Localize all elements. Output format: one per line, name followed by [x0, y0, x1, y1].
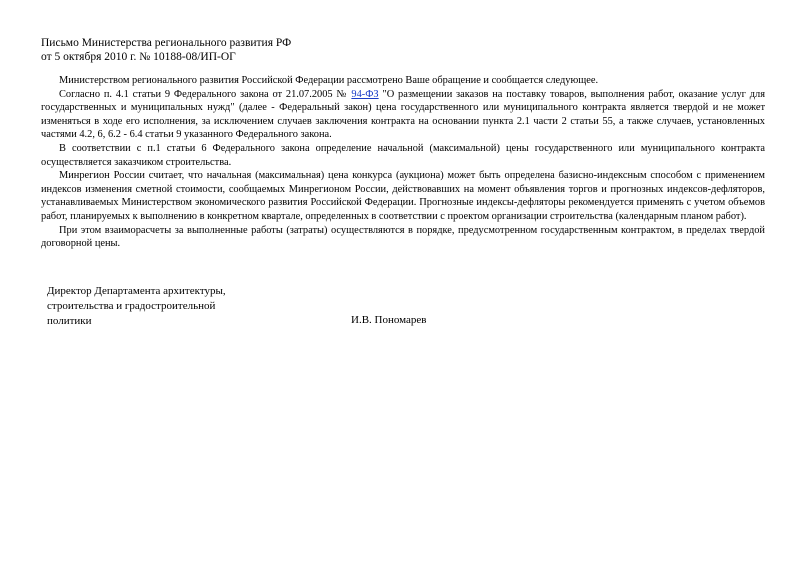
signatory-position-line-3: политики [47, 314, 92, 327]
signatory-name: И.В. Пономарев [351, 314, 427, 326]
signatory-position-line-2: строительства и градостроительной [47, 299, 216, 312]
paragraph-law-reference [41, 88, 765, 142]
signatory-position-line-1: Директор Департамента архитектуры, [47, 285, 226, 297]
document-title-line-2: от 5 октября 2010 г. № 10188-08/ИП-ОГ [41, 51, 236, 63]
letter-body [41, 74, 765, 251]
paragraph-law-reference-text-before: Согласно п. 4.1 статьи 9 Федерального закона от 21.07.2005 № [59, 88, 352, 100]
signatory-position [47, 284, 226, 328]
paragraph-law-reference-text-after: "О размещении заказов на поставку товаров, выполнения работ, оказание услуг для государственных и муниципальных нужд" (далее - Федеральный закон) цена государственного или муниципального контракта является твердой и не может изменяться в ходе его исполнения, за исключением случаев заключения контракта на основании пункта 2.1 части 2 статьи 55, а также случаев, установленных частями 4.2, 6, 6.2 - 6.4 статьи 9 указанного Федерального закона. [41, 88, 765, 141]
paragraph-settlements: При этом взаиморасчеты за выполненные работы (затраты) осуществляются в порядке, предусмотренном государственным контрактом, в пределах твердой договорной цены. [41, 224, 765, 250]
document-title [41, 36, 291, 64]
paragraph-price-determination: В соответствии с п.1 статьи 6 Федерального закона определение начальной (максимальной) цены государственного или муниципального контракта осуществляется заказчиком строительства. [41, 142, 765, 168]
document-title-line-1: Письмо Министерства регионального развития РФ [41, 37, 292, 49]
law-94-fz-link[interactable]: 94-ФЗ [351, 88, 379, 100]
paragraph-intro: Министерством регионального развития Российской Федерации рассмотрено Ваше обращение и сообщается следующее. [59, 75, 599, 86]
paragraph-ministry-opinion: Минрегион России считает, что начальная (максимальная) цена конкурса (аукциона) может быть определена базисно-индексным способом с применением индексов изменения сметной стоимости, сообщаемых Минрегионом России, действовавших на момент объявления торгов и прогнозных индексов-дефляторов, устанавливаемых Министерством экономического развития Российской Федерации. Прогнозные индексы-дефляторы рекомендуется применять с учетом объемов работ, планируемых к выполнению в конкретном квартале, определенных в соответствии с проектом организации строительства (календарным планом работ). [41, 170, 765, 222]
